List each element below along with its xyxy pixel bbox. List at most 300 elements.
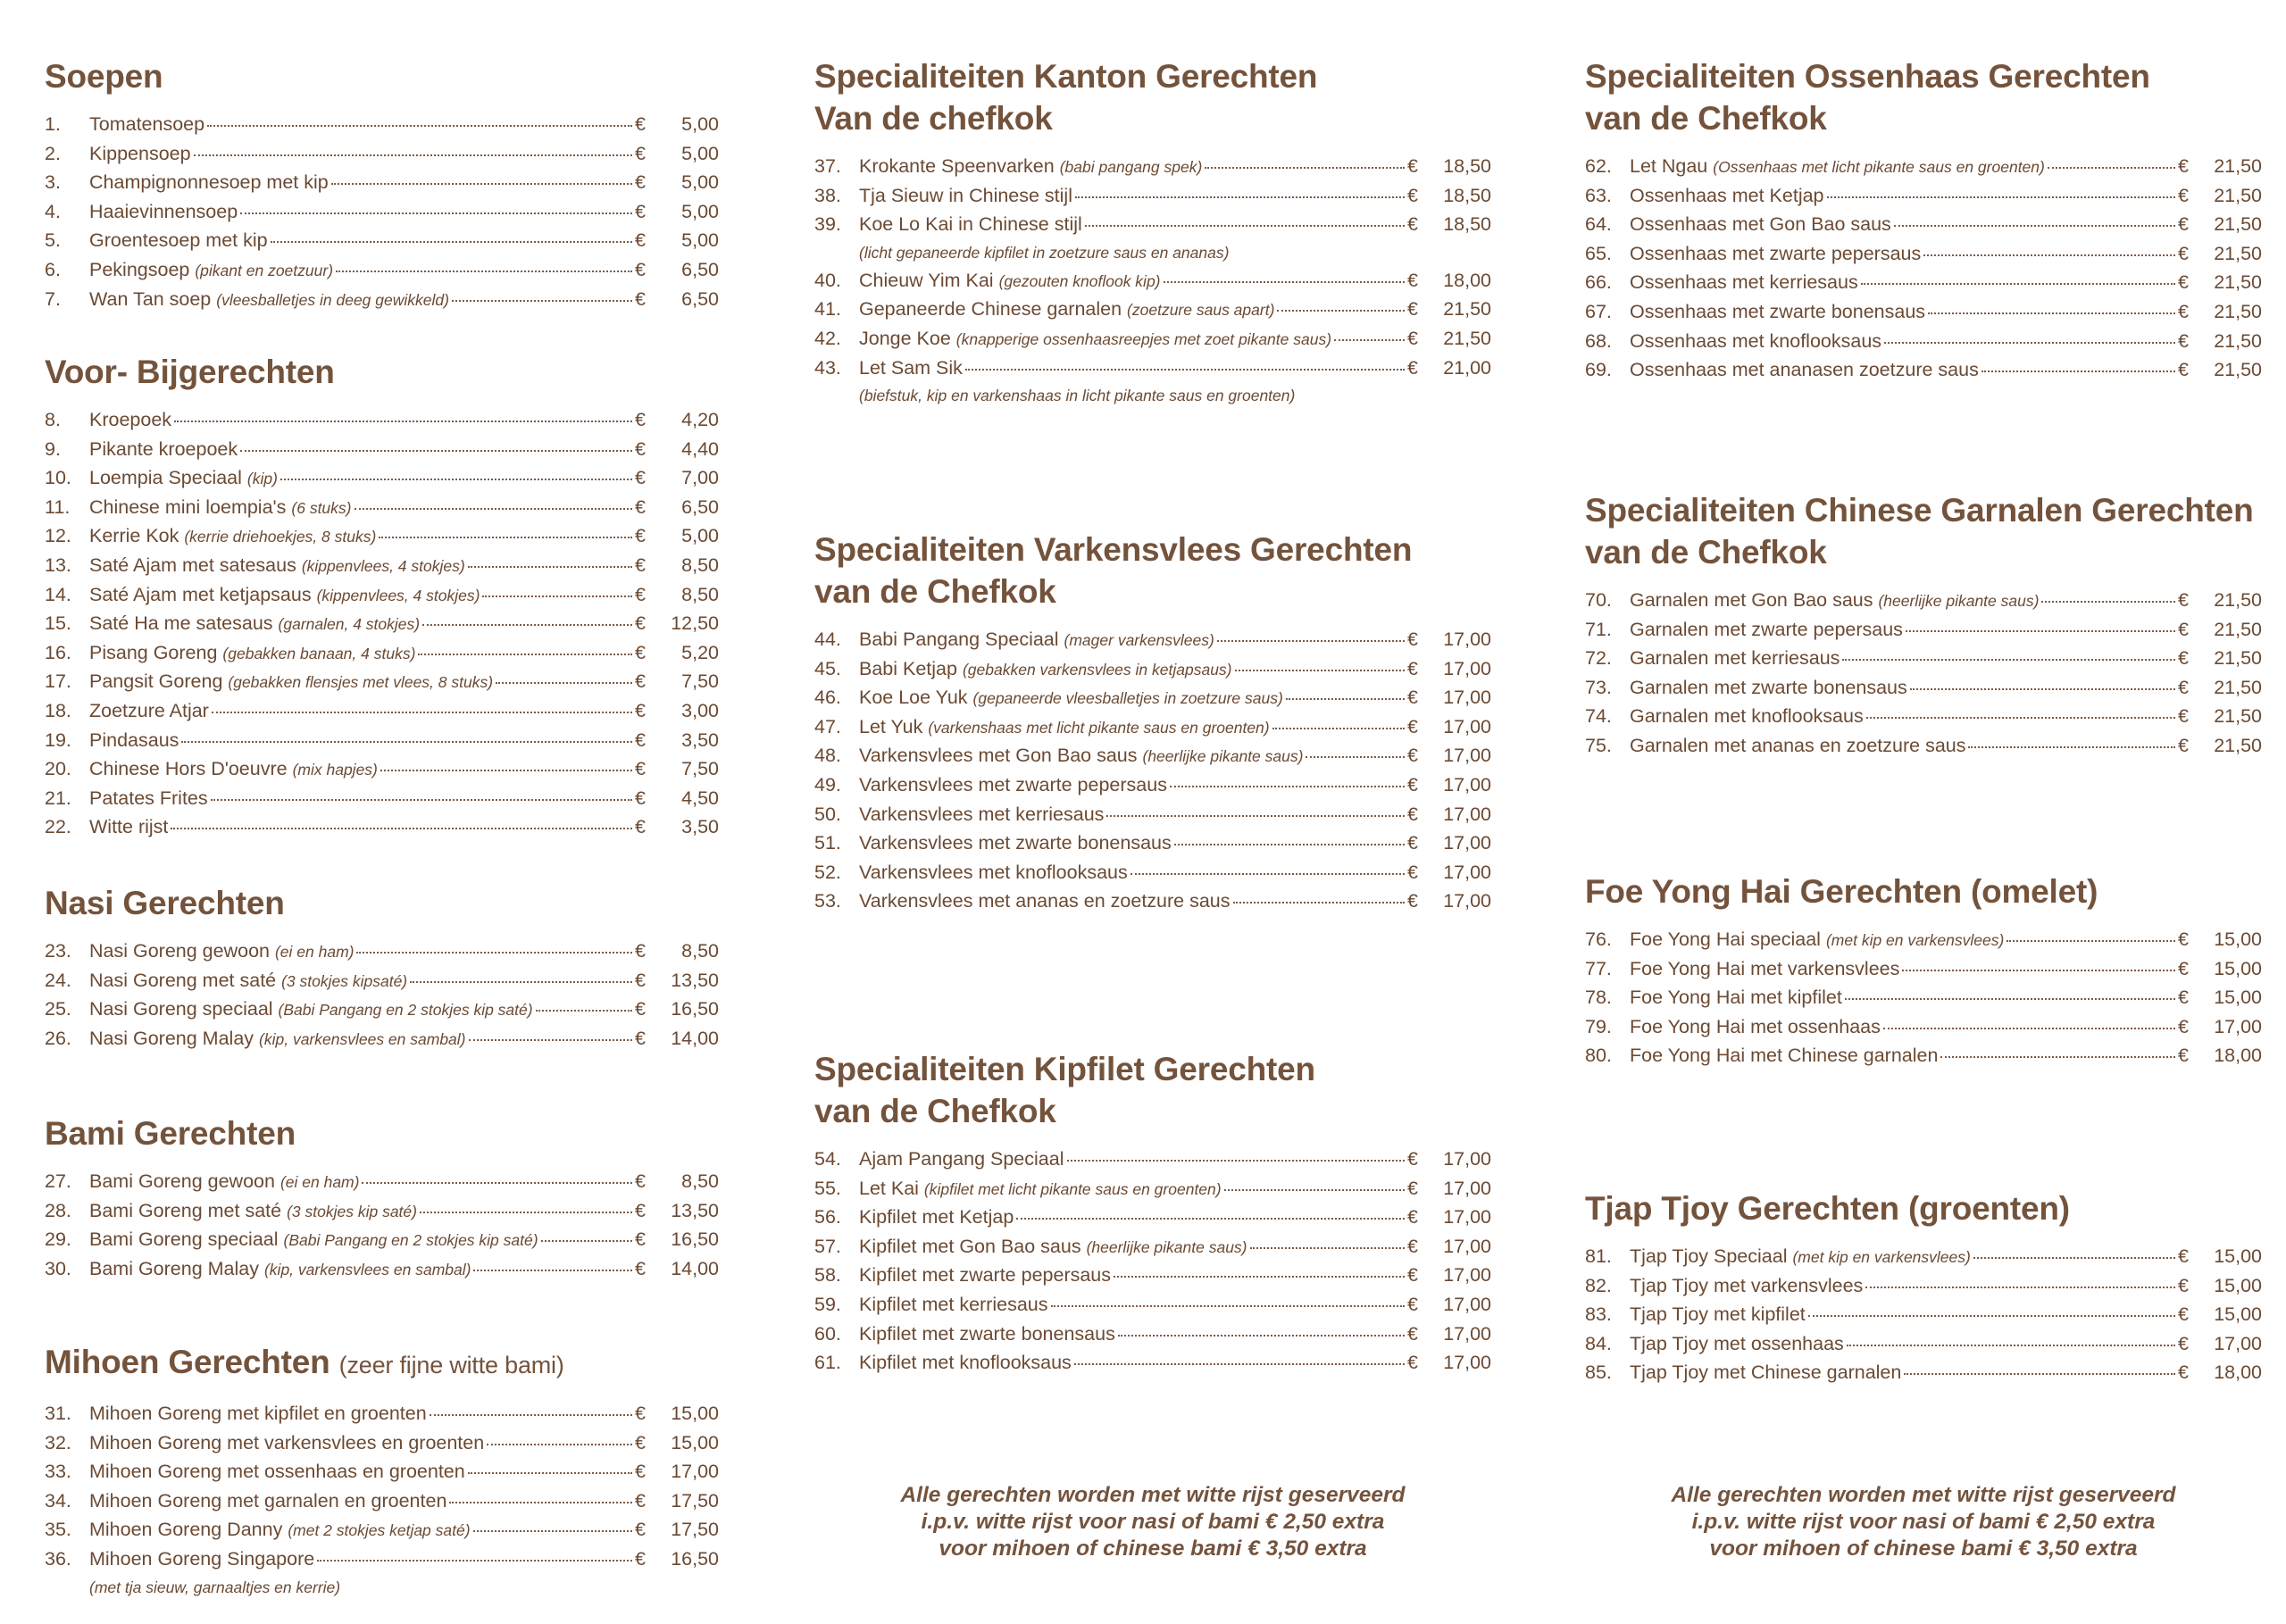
- currency-sign: €: [2178, 705, 2189, 728]
- currency-sign: €: [635, 409, 646, 430]
- item-price: 18,50: [1443, 155, 1491, 177]
- item-number: 43.: [814, 356, 841, 379]
- dot-leader: [362, 1182, 632, 1184]
- item-price: 4,50: [681, 787, 719, 809]
- item-price: 5,20: [681, 641, 719, 663]
- section-subtitle: (zeer fijne witte bami): [338, 1352, 564, 1378]
- dot-leader: [482, 595, 632, 597]
- menu-section: [1585, 55, 2262, 385]
- menu-item: [45, 226, 719, 255]
- item-name-wrap: [1630, 954, 1899, 984]
- item-number: 44.: [814, 629, 841, 650]
- currency-sign: €: [1407, 1352, 1418, 1374]
- item-name-wrap: [1630, 1300, 1806, 1329]
- item-price: 13,50: [671, 1199, 719, 1221]
- item-price: 8,50: [681, 940, 719, 962]
- item-price: 17,00: [1443, 745, 1491, 767]
- currency-sign: €: [635, 816, 646, 838]
- item-price: 21,50: [2214, 647, 2262, 670]
- menu-item-list: [45, 937, 719, 1053]
- dot-leader: [1118, 1335, 1405, 1337]
- item-number: 40.: [814, 269, 841, 291]
- item-name: Ossenhaas met knoflooksaus: [1630, 329, 1882, 352]
- menu-item: [814, 1348, 1491, 1378]
- item-name: Tjap Tjoy met kipfilet: [1630, 1303, 1806, 1326]
- currency-sign: €: [635, 287, 646, 310]
- item-name-wrap: [89, 726, 179, 755]
- item-description: (gepaneerde vleesballetjes in zoetzure saus): [972, 689, 1283, 708]
- item-price: 18,50: [1443, 213, 1491, 236]
- menu-item-list: [1585, 586, 2262, 761]
- footnote-line: voor mihoen of chinese bami € 3,50 extra: [939, 1537, 1367, 1561]
- item-name: Bami Goreng met saté: [89, 1199, 282, 1221]
- item-price: 17,00: [1443, 715, 1491, 737]
- item-name: Tja Sieuw in Chinese stijl: [859, 184, 1072, 206]
- rice-footnote: [1585, 1482, 2262, 1562]
- item-number: 45.: [814, 657, 841, 679]
- currency-sign: €: [635, 1547, 646, 1570]
- item-name-wrap: [1630, 731, 1965, 761]
- section-title-line-2: [1585, 531, 2262, 573]
- footnote-line: i.p.v. witte rijst voor nasi of bami € 2,50 extra: [921, 1510, 1385, 1534]
- currency-sign: €: [1407, 184, 1418, 206]
- dot-leader: [452, 300, 632, 302]
- item-description: (met kip en varkensvlees): [1792, 1248, 1971, 1266]
- item-name: Groentesoep met kip: [89, 229, 268, 252]
- dot-leader: [2007, 940, 2175, 942]
- item-price: 3,00: [681, 699, 719, 721]
- footnote-line: Alle gerechten worden met witte rijst geserveerd: [1671, 1483, 2176, 1507]
- currency-sign: €: [2178, 213, 2189, 236]
- currency-sign: €: [2178, 359, 2189, 381]
- menu-item: [1585, 954, 2262, 984]
- item-name: Let Sam Sik: [859, 356, 963, 379]
- item-name: Foe Yong Hai met kipfilet: [1630, 987, 1842, 1009]
- currency-sign: €: [1407, 269, 1418, 291]
- item-name: Ossenhaas met Ketjap: [1630, 184, 1824, 206]
- item-price: 5,00: [681, 142, 719, 164]
- item-number: 38.: [814, 184, 841, 206]
- menu-item: [814, 683, 1491, 712]
- dot-leader: [171, 828, 632, 829]
- currency-sign: €: [635, 113, 646, 135]
- menu-section: [45, 1112, 719, 1283]
- currency-sign: €: [2178, 329, 2189, 352]
- item-name-wrap: [859, 210, 1082, 239]
- item-description: (met 2 stokjes ketjap saté): [288, 1521, 471, 1540]
- item-name: Ossenhaas met kerriesaus: [1630, 271, 1858, 294]
- item-name: Mihoen Goreng Singapore: [89, 1547, 315, 1570]
- dot-leader: [240, 450, 632, 452]
- item-price: 17,00: [1443, 1322, 1491, 1345]
- item-name-wrap: [89, 966, 407, 996]
- currency-sign: €: [2178, 987, 2189, 1009]
- dot-leader: [1940, 1056, 2175, 1058]
- menu-item: [1585, 327, 2262, 356]
- item-price: 17,00: [2214, 1015, 2262, 1037]
- item-name-wrap: [1630, 152, 2045, 182]
- item-description: (heerlijke pikante saus): [1878, 592, 2040, 610]
- item-name-wrap: [1630, 327, 1881, 356]
- currency-sign: €: [635, 758, 646, 780]
- menu-item: [45, 995, 719, 1024]
- currency-sign: €: [1407, 213, 1418, 236]
- menu-item-list: [45, 405, 719, 842]
- menu-item: [45, 696, 719, 726]
- item-price: 7,50: [681, 670, 719, 693]
- menu-item: [814, 295, 1491, 324]
- section-title-text: Nasi Gerechten: [45, 885, 285, 921]
- item-number: 48.: [814, 745, 841, 767]
- item-name-wrap: [1630, 702, 1864, 731]
- item-note: (licht gepaneerde kipfilet in zoetzure saus en ananas): [859, 243, 1230, 262]
- dot-leader: [468, 1472, 632, 1474]
- item-description: (Ossenhaas met licht pikante saus en groenten): [1713, 158, 2045, 176]
- rice-footnote: [814, 1482, 1491, 1562]
- dot-leader: [356, 952, 632, 954]
- currency-sign: €: [635, 1228, 646, 1251]
- section-title: [45, 882, 719, 924]
- item-number: 60.: [814, 1322, 841, 1345]
- item-number: 23.: [45, 940, 71, 962]
- item-price: 17,00: [1443, 803, 1491, 825]
- item-number: 55.: [814, 1177, 841, 1199]
- item-number: 5.: [45, 229, 61, 252]
- item-number: 24.: [45, 969, 71, 991]
- currency-sign: €: [1407, 773, 1418, 795]
- item-number: 61.: [814, 1352, 841, 1374]
- section-title: [1585, 55, 2262, 97]
- item-name-wrap: [89, 754, 378, 785]
- item-name-wrap: [89, 1487, 446, 1516]
- item-number: 34.: [45, 1489, 71, 1512]
- menu-item: [45, 551, 719, 580]
- item-name-wrap: [1630, 355, 1979, 385]
- menu-item: [814, 1261, 1491, 1290]
- menu-item: [45, 726, 719, 755]
- footnote-line: voor mihoen of chinese bami € 3,50 extra: [1709, 1537, 2138, 1561]
- item-number: 3.: [45, 171, 61, 194]
- item-name: Kroepoek: [89, 409, 172, 430]
- menu-item: [45, 638, 719, 668]
- item-name-wrap: [89, 521, 376, 552]
- item-description: (kip): [246, 470, 278, 488]
- item-name: Kipfilet met knoflooksaus: [859, 1352, 1072, 1374]
- currency-sign: €: [635, 1519, 646, 1541]
- item-name: Varkensvlees met knoflooksaus: [859, 861, 1128, 883]
- item-name: Koe Lo Kai in Chinese stijl: [859, 213, 1082, 236]
- footnote-line: i.p.v. witte rijst voor nasi of bami € 2,50 extra: [1691, 1510, 2156, 1534]
- dot-leader: [1910, 688, 2175, 690]
- section-title: [45, 55, 719, 97]
- item-price: 17,00: [1443, 1235, 1491, 1257]
- dot-leader: [1968, 746, 2175, 748]
- item-number: 85.: [1585, 1362, 1612, 1384]
- currency-sign: €: [635, 787, 646, 809]
- item-name: Garnalen met knoflooksaus: [1630, 705, 1864, 728]
- menu-item: [814, 354, 1491, 383]
- menu-item: [814, 770, 1491, 800]
- item-price: 5,00: [681, 171, 719, 194]
- currency-sign: €: [2178, 184, 2189, 206]
- item-number: 18.: [45, 699, 71, 721]
- dot-leader: [1928, 312, 2175, 314]
- dot-leader: [212, 712, 632, 713]
- menu-item: [814, 181, 1491, 211]
- item-price: 17,00: [1443, 1206, 1491, 1228]
- dot-leader: [1164, 281, 1405, 283]
- item-description: (mix hapjes): [292, 761, 378, 779]
- menu-item: [814, 1320, 1491, 1349]
- currency-sign: €: [2178, 734, 2189, 756]
- section-title: [45, 351, 719, 393]
- currency-sign: €: [2178, 676, 2189, 698]
- item-price: 17,00: [1443, 1148, 1491, 1170]
- item-number: 14.: [45, 583, 71, 605]
- currency-sign: €: [2178, 1245, 2189, 1267]
- item-name: Nasi Goreng Malay: [89, 1027, 254, 1049]
- item-name-wrap: [859, 354, 963, 383]
- item-name: Haaievinnensoep: [89, 200, 238, 222]
- section-title-text: Mihoen Gerechten: [45, 1344, 330, 1380]
- dot-leader: [1286, 698, 1405, 700]
- dot-leader: [379, 537, 632, 538]
- item-name-wrap: [89, 1024, 466, 1054]
- item-name-wrap: [1630, 1358, 1901, 1387]
- item-name-wrap: [89, 463, 278, 494]
- dot-leader: [174, 421, 632, 422]
- item-description: (varkenshaas met licht pikante saus en groenten): [928, 718, 1270, 737]
- section-title-text: Specialiteiten Kanton Gerechten: [814, 58, 1318, 95]
- currency-sign: €: [1407, 629, 1418, 650]
- dot-leader: [1106, 815, 1405, 817]
- item-name-wrap: [859, 1232, 1247, 1262]
- currency-sign: €: [1407, 687, 1418, 709]
- item-name: Kipfilet met Ketjap: [859, 1206, 1014, 1228]
- item-name: Tomatensoep: [89, 113, 205, 135]
- menu-item: [45, 168, 719, 197]
- item-price: 17,50: [671, 1489, 719, 1512]
- dot-leader: [280, 479, 632, 480]
- item-name: Chinese mini loempia's: [89, 496, 287, 518]
- item-number: 47.: [814, 715, 841, 737]
- menu-item: [45, 1515, 719, 1545]
- dot-leader: [1906, 630, 2175, 632]
- item-price: 5,00: [681, 229, 719, 252]
- item-description: (kip, varkensvlees en sambal): [263, 1260, 471, 1278]
- section-title-text-2: van de Chefkok: [1585, 534, 1827, 570]
- dot-leader: [1130, 873, 1405, 875]
- menu-item: [814, 625, 1491, 654]
- item-name-wrap: [89, 285, 449, 315]
- section-title-line-2: [1585, 97, 2262, 139]
- dot-leader: [965, 369, 1405, 371]
- item-number: 56.: [814, 1206, 841, 1228]
- dot-leader: [1894, 225, 2175, 227]
- dot-leader: [181, 741, 632, 743]
- dot-leader: [420, 1212, 632, 1213]
- item-name: Foe Yong Hai met Chinese garnalen: [1630, 1045, 1939, 1067]
- dot-leader: [487, 1444, 632, 1445]
- item-price: 21,50: [2214, 359, 2262, 381]
- menu-item: [814, 887, 1491, 916]
- menu-item: [814, 266, 1491, 296]
- item-number: 39.: [814, 213, 841, 236]
- item-name: Pindasaus: [89, 729, 179, 751]
- item-price: 16,50: [671, 1228, 719, 1251]
- menu-item: [45, 1225, 719, 1254]
- currency-sign: €: [1407, 890, 1418, 912]
- menu-item: [45, 493, 719, 522]
- menu-item: [45, 580, 719, 610]
- section-title: [814, 55, 1491, 97]
- dot-leader: [536, 1010, 632, 1012]
- section-title: [814, 529, 1491, 570]
- item-name-wrap: [859, 1174, 1222, 1204]
- menu-item: [1585, 673, 2262, 703]
- item-name-wrap: [89, 784, 208, 813]
- menu-item: [1585, 925, 2262, 954]
- dot-leader: [1902, 970, 2175, 971]
- currency-sign: €: [635, 969, 646, 991]
- item-name-wrap: [89, 1428, 484, 1458]
- item-number: 66.: [1585, 271, 1612, 294]
- dot-leader: [469, 1039, 633, 1041]
- dot-leader: [1067, 1160, 1406, 1162]
- item-name-wrap: [89, 226, 268, 255]
- item-name-wrap: [859, 683, 1283, 713]
- item-price: 17,00: [1443, 629, 1491, 650]
- item-price: 21,50: [2214, 213, 2262, 236]
- item-description: (ei en ham): [274, 943, 355, 961]
- item-price: 21,50: [2214, 300, 2262, 322]
- item-price: 17,00: [1443, 657, 1491, 679]
- section-title-text: Tjap Tjoy Gerechten (groenten): [1585, 1190, 2070, 1227]
- currency-sign: €: [635, 1461, 646, 1483]
- item-price: 17,00: [1443, 773, 1491, 795]
- currency-sign: €: [635, 1199, 646, 1221]
- item-description: (garnalen, 4 stokjes): [278, 615, 421, 634]
- menu-item: [1585, 1012, 2262, 1042]
- item-name: Saté Ha me satesaus: [89, 612, 273, 635]
- menu-item: [1585, 1329, 2262, 1359]
- item-price: 21,50: [2214, 155, 2262, 177]
- currency-sign: €: [1407, 715, 1418, 737]
- dot-leader: [1205, 167, 1405, 169]
- menu-item-list: [1585, 925, 2262, 1070]
- item-price: 6,50: [681, 258, 719, 280]
- item-description: (heerlijke pikante saus): [1142, 747, 1304, 766]
- dot-leader: [541, 1240, 632, 1242]
- item-name: Gepaneerde Chinese garnalen: [859, 298, 1122, 321]
- item-name-wrap: [1630, 181, 1824, 211]
- dot-leader: [1842, 659, 2175, 661]
- dot-leader: [1904, 1373, 2175, 1375]
- item-description: (gebakken banaan, 4 stuks): [222, 644, 416, 662]
- item-number: 9.: [45, 437, 61, 460]
- item-name: Let Ngau: [1630, 155, 1708, 177]
- item-number: 36.: [45, 1547, 71, 1570]
- currency-sign: €: [2178, 589, 2189, 611]
- item-name: Foe Yong Hai met ossenhaas: [1630, 1015, 1881, 1037]
- dot-leader: [1217, 640, 1405, 642]
- menu-item: [1585, 586, 2262, 615]
- item-name: Nasi Goreng gewoon: [89, 940, 270, 962]
- item-name-wrap: [89, 1457, 465, 1487]
- item-name: Varkensvlees met zwarte pepersaus: [859, 773, 1167, 795]
- dot-leader: [496, 682, 632, 684]
- menu-item: [814, 829, 1491, 858]
- item-name-wrap: [89, 609, 420, 639]
- dot-leader: [1883, 1028, 2175, 1029]
- dot-leader: [271, 241, 632, 243]
- item-name: Nasi Goreng speciaal: [89, 998, 273, 1020]
- currency-sign: €: [635, 1403, 646, 1424]
- dot-leader: [1233, 902, 1405, 904]
- currency-sign: €: [1407, 1293, 1418, 1315]
- item-name: Tjap Tjoy met varkensvlees: [1630, 1274, 1864, 1296]
- item-number: 10.: [45, 467, 71, 489]
- item-name-wrap: [89, 197, 238, 227]
- menu-item: [814, 1232, 1491, 1262]
- currency-sign: €: [635, 1027, 646, 1049]
- item-price: 15,00: [2214, 987, 2262, 1009]
- item-name-wrap: [89, 580, 480, 611]
- menu-section: [1585, 870, 2262, 1070]
- item-name: Kippensoep: [89, 142, 191, 164]
- dot-leader: [1861, 283, 2175, 285]
- menu-item: [45, 521, 719, 551]
- item-price: 21,50: [2214, 618, 2262, 640]
- item-number: 75.: [1585, 734, 1612, 756]
- item-name: Ossenhaas met zwarte pepersaus: [1630, 242, 1922, 264]
- dot-leader: [1250, 1247, 1405, 1249]
- item-description: (kippenvlees, 4 stokjes): [316, 586, 480, 604]
- menu-item: [45, 1254, 719, 1284]
- item-name-wrap: [89, 995, 533, 1025]
- item-price: 5,00: [681, 200, 719, 222]
- item-name-wrap: [1630, 673, 1907, 703]
- currency-sign: €: [2178, 242, 2189, 264]
- item-price: 18,00: [1443, 269, 1491, 291]
- item-number: 58.: [814, 1264, 841, 1287]
- menu-item: [45, 1545, 719, 1574]
- item-number: 26.: [45, 1027, 71, 1049]
- item-number: 17.: [45, 670, 71, 693]
- item-number: 77.: [1585, 957, 1612, 979]
- item-name-wrap: [859, 324, 1331, 354]
- currency-sign: €: [1407, 1264, 1418, 1287]
- dot-leader: [2048, 167, 2175, 169]
- menu-item: [45, 784, 719, 813]
- item-name-wrap: [1630, 1012, 1881, 1042]
- item-price: 17,00: [1443, 1177, 1491, 1199]
- menu-item: [814, 800, 1491, 829]
- item-number: 73.: [1585, 676, 1612, 698]
- currency-sign: €: [635, 1170, 646, 1192]
- item-price: 18,00: [2214, 1045, 2262, 1067]
- item-name-wrap: [1630, 1242, 1971, 1272]
- item-number: 50.: [814, 803, 841, 825]
- item-name: Garnalen met kerriesaus: [1630, 647, 1840, 670]
- currency-sign: €: [2178, 1274, 2189, 1296]
- section-title: [1585, 870, 2262, 912]
- item-name: Varkensvlees met kerriesaus: [859, 803, 1105, 825]
- item-description: (Babi Pangang en 2 stokjes kip saté): [283, 1231, 538, 1250]
- item-number: 6.: [45, 258, 61, 280]
- item-number: 79.: [1585, 1015, 1612, 1037]
- dot-leader: [1981, 371, 2175, 372]
